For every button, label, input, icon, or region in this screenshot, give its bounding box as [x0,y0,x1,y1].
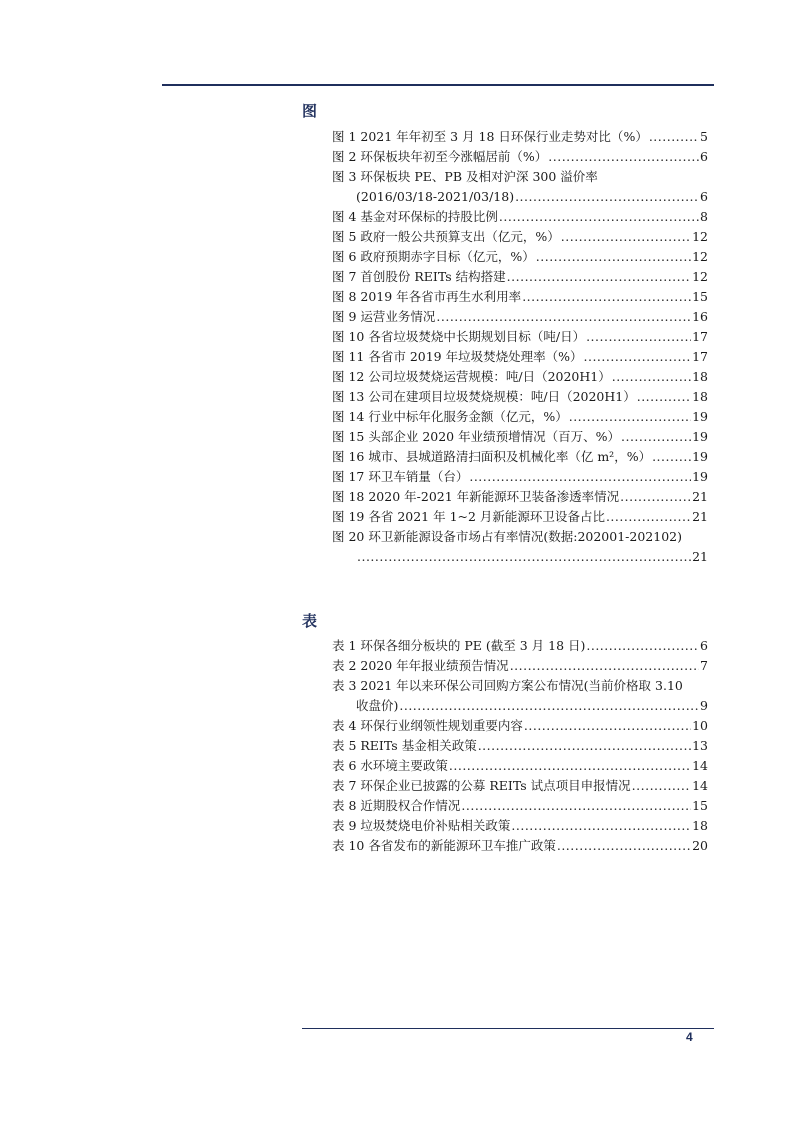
header-rule [162,84,714,86]
toc-entry[interactable]: 表 4 环保行业纲领性规划重要内容 ..... 10 [332,716,708,736]
toc-entry[interactable]: 表 5 REITs 基金相关政策 ..... 13 [332,736,708,756]
toc-entry[interactable]: 图 10 各省垃圾焚烧中长期规划目标（吨/日） ..... 17 [332,327,708,347]
footer-rule [302,1028,714,1029]
toc-entry[interactable]: 图 9 运营业务情况 ..... 16 [332,307,708,327]
toc-entry[interactable]: 表 3 2021 年以来环保公司回购方案公布情况(当前价格取 3.10 收盘价) ..... 9 [332,676,708,716]
toc-entry[interactable]: 图 3 环保板块 PE、PB 及相对沪深 300 溢价率 (2016/03/18-2021/03/18) ..... 6 [332,167,708,207]
toc-entry[interactable]: 表 8 近期股权合作情况 ..... 15 [332,796,708,816]
toc-entry[interactable]: 图 8 2019 年各省市再生水利用率 ..... 15 [332,287,708,307]
toc-entry[interactable]: 图 17 环卫车销量（台） ..... 19 [332,467,708,487]
tables-toc-list [332,636,708,856]
toc-entry[interactable]: 表 10 各省发布的新能源环卫车推广政策 ..... 20 [332,836,708,856]
toc-entry[interactable]: 图 4 基金对环保标的持股比例 ..... 8 [332,207,708,227]
toc-entry[interactable]: 图 14 行业中标年化服务金额（亿元，%） ..... 19 [332,407,708,427]
toc-entry[interactable]: 图 16 城市、县城道路清扫面积及机械化率（亿 m²，%） ..... 19 [332,447,708,467]
toc-entry[interactable]: 表 6 水环境主要政策 ..... 14 [332,756,708,776]
toc-entry[interactable]: 表 7 环保企业已披露的公募 REITs 试点项目申报情况 ..... 14 [332,776,708,796]
page-number: 4 [686,1030,693,1044]
toc-entry[interactable]: 图 12 公司垃圾焚烧运营规模：吨/日（2020H1） ..... 18 [332,367,708,387]
toc-entry[interactable]: 图 7 首创股份 REITs 结构搭建 ..... 12 [332,267,708,287]
toc-entry[interactable]: 图 11 各省市 2019 年垃圾焚烧处理率（%） ..... 17 [332,347,708,367]
figures-toc-list [332,127,708,567]
toc-entry[interactable]: 图 6 政府预期赤字目标（亿元，%） ..... 12 [332,247,708,267]
toc-entry[interactable]: 图 1 2021 年年初至 3 月 18 日环保行业走势对比（%） ..... 5 [332,127,708,147]
toc-entry[interactable]: 图 19 各省 2021 年 1~2 月新能源环卫设备占比 ..... 21 [332,507,708,527]
toc-entry[interactable]: 表 1 环保各细分板块的 PE (截至 3 月 18 日) ..... 6 [332,636,708,656]
toc-entry[interactable]: 表 9 垃圾焚烧电价补贴相关政策 ..... 18 [332,816,708,836]
toc-entry[interactable]: 图 5 政府一般公共预算支出（亿元，%） ..... 12 [332,227,708,247]
figures-heading: 图 [302,102,318,120]
tables-heading: 表 [302,612,318,630]
toc-entry[interactable]: 图 2 环保板块年初至今涨幅居前（%） ..... 6 [332,147,708,167]
toc-entry[interactable]: 表 2 2020 年年报业绩预告情况 ..... 7 [332,656,708,676]
toc-entry[interactable]: 图 13 公司在建项目垃圾焚烧规模：吨/日（2020H1） ..... 18 [332,387,708,407]
toc-entry[interactable]: 图 18 2020 年-2021 年新能源环卫装备渗透率情况 ..... 21 [332,487,708,507]
toc-entry[interactable]: 图 15 头部企业 2020 年业绩预增情况（百万、%） ..... 19 [332,427,708,447]
toc-entry[interactable]: 图 20 环卫新能源设备市场占有率情况(数据:202001-202102) ..... 21 [332,527,708,567]
